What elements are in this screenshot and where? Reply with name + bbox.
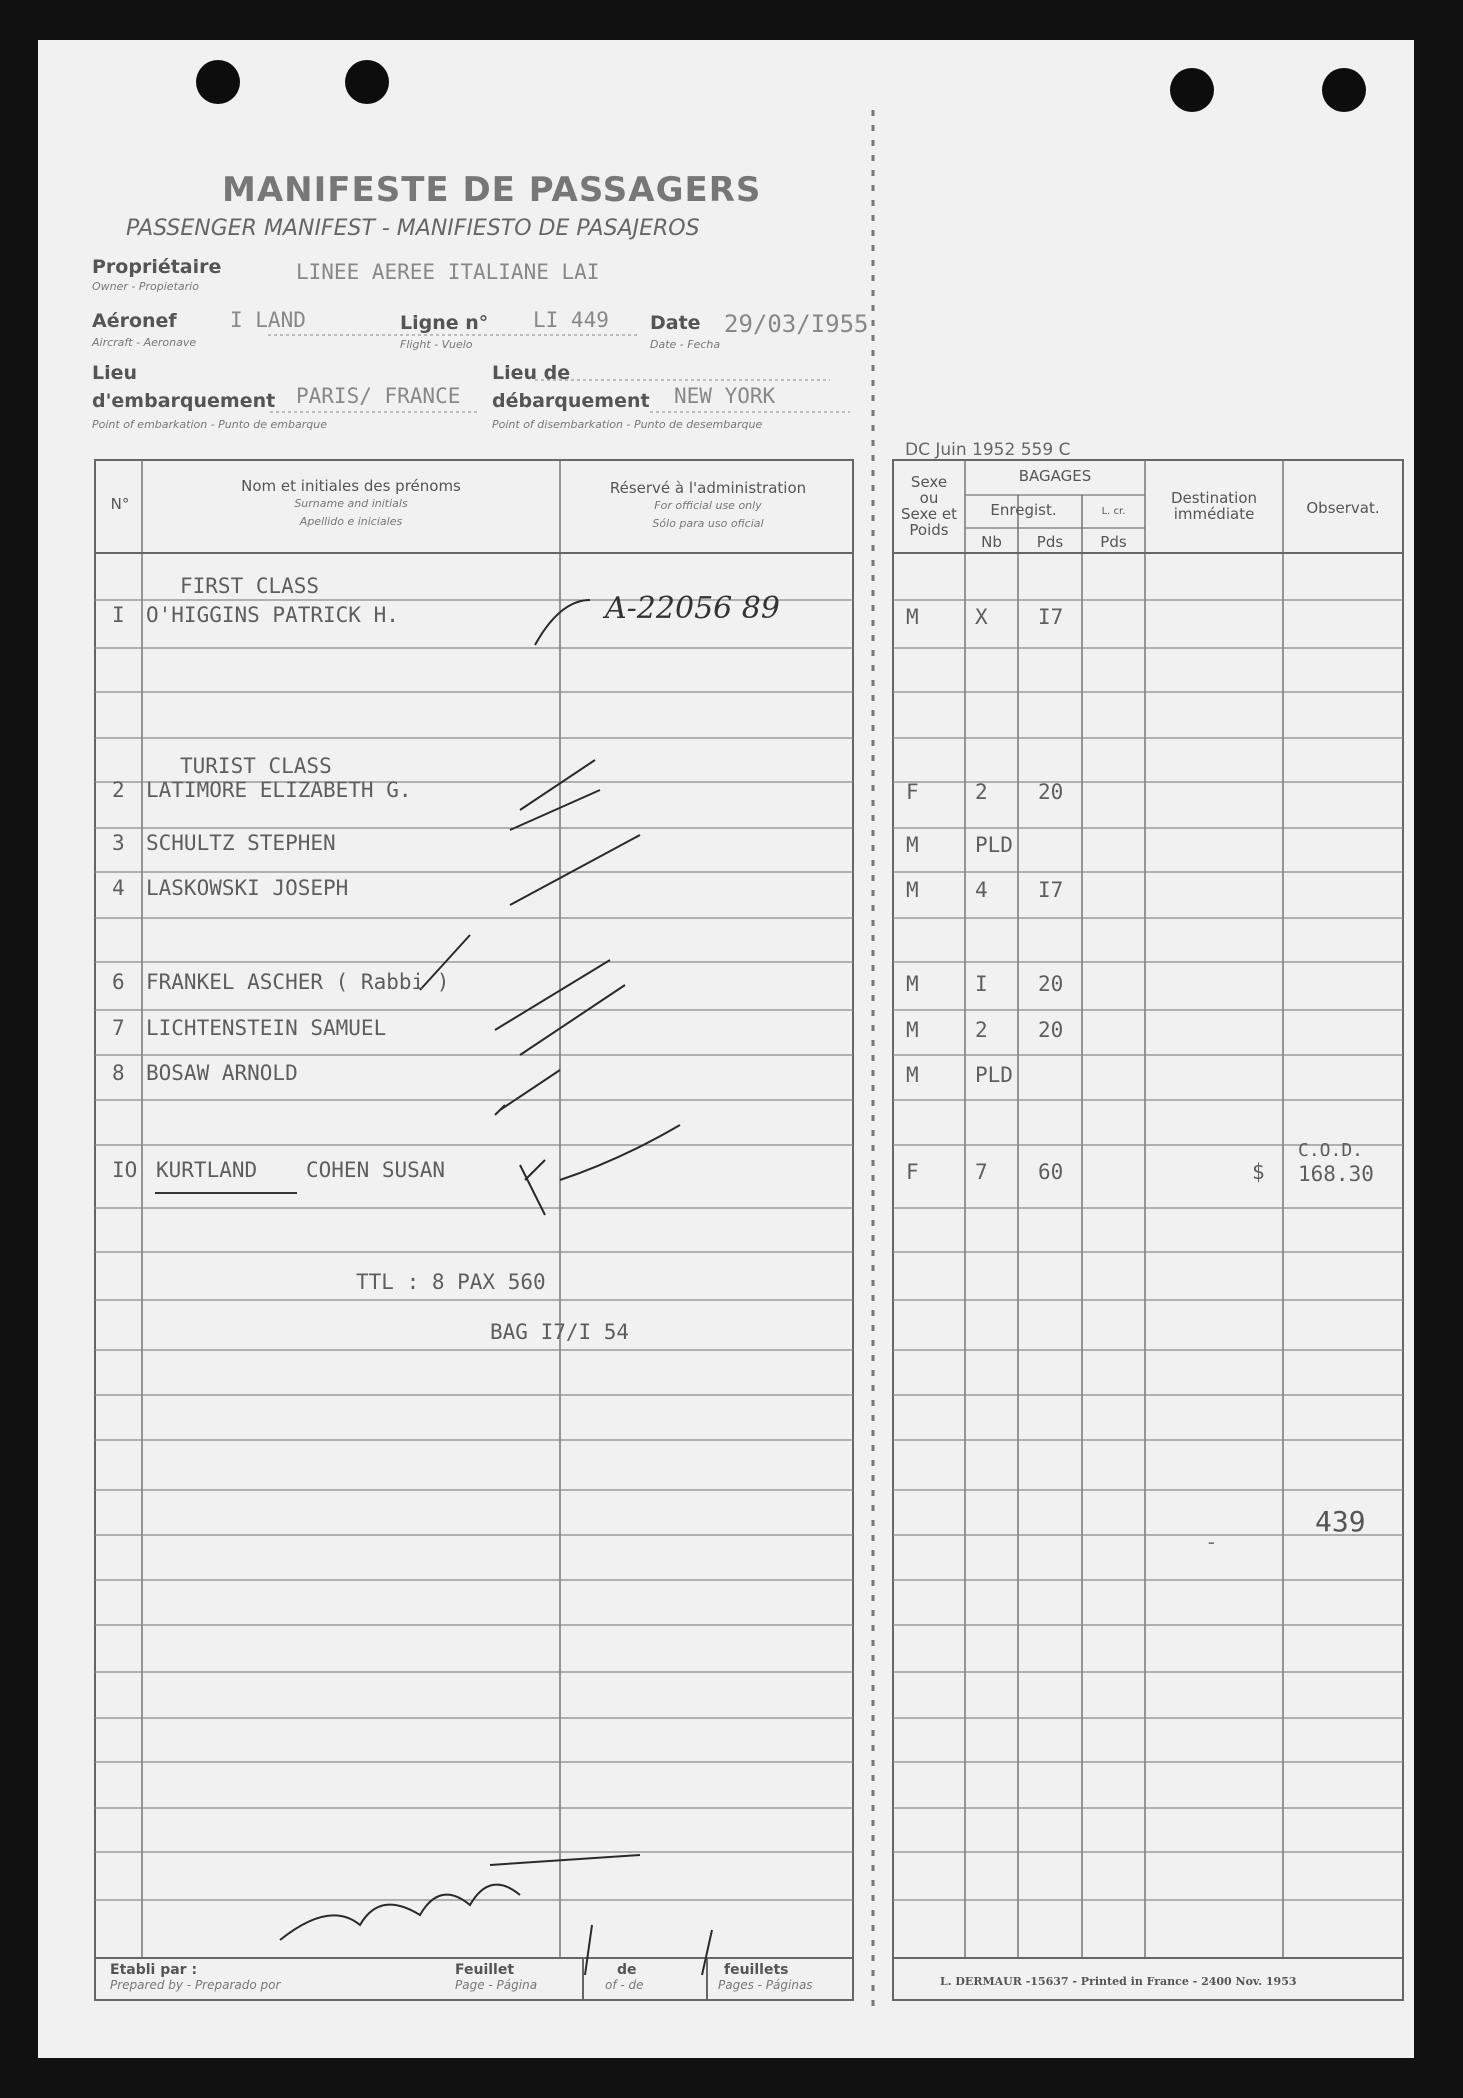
printer-note: L. DERMAUR -15637 - Printed in France - 2400 Nov. 1953 — [940, 1975, 1297, 1988]
prepared-sub: Prepared by - Preparado por — [110, 1978, 281, 1992]
passenger-sex: M — [906, 1018, 919, 1042]
col-admin-header — [562, 480, 854, 532]
passenger-sex: M — [906, 833, 919, 857]
passenger-name: BOSAW ARNOLD — [146, 1061, 298, 1085]
disembark-label-1: Lieu de — [492, 362, 571, 384]
passenger-sex: M — [906, 878, 919, 902]
aircraft-value: I LAND — [230, 308, 306, 332]
sheet-label: Feuillet — [455, 1962, 515, 1978]
col-name: Nom et initiales des prénoms — [241, 477, 461, 495]
disembark-value: NEW YORK — [674, 384, 776, 408]
col-admin-sub1: For official use only — [654, 499, 762, 512]
passenger-no: 4 — [112, 876, 125, 900]
passenger-bag-pds: I7 — [1038, 878, 1064, 902]
passenger-bag-nb: PLD — [975, 1063, 1013, 1087]
col-nb: Nb — [981, 533, 1002, 551]
of-label: de — [617, 1962, 637, 1978]
passenger-bag-pds: 20 — [1038, 780, 1064, 804]
date-value: 29/03/I955 — [724, 310, 869, 338]
passenger-no: 2 — [112, 778, 125, 802]
passenger-no: 7 — [112, 1016, 125, 1040]
totals-line-1: TTL : 8 PAX 560 — [356, 1270, 546, 1294]
passenger-no: 8 — [112, 1061, 125, 1085]
passenger-observation-1: C.O.D. — [1298, 1140, 1364, 1161]
col-destination-1: Destination — [1170, 489, 1258, 507]
col-pds: Pds — [1036, 533, 1064, 551]
col-pds-other: Pds — [1100, 533, 1127, 551]
col-name-sub1: Surname and initials — [294, 497, 408, 510]
col-sex-3: Sexe et — [900, 505, 957, 523]
col-no: N° — [110, 495, 130, 513]
stamp-dash: - — [1205, 1530, 1218, 1554]
passenger-admin: A-22056 89 — [605, 591, 780, 626]
page-title: MANIFESTE DE PASSAGERS — [222, 170, 762, 210]
form-code: DC Juin 1952 559 C — [905, 440, 1071, 460]
embark-label-2: d'embarquement — [92, 390, 276, 412]
col-admin: Réservé à l'administration — [609, 479, 807, 497]
passenger-destination: $ — [1252, 1160, 1265, 1184]
totals-line-2: BAG I7/I 54 — [490, 1320, 630, 1344]
passenger-bag-nb: X — [975, 605, 988, 629]
col-destination-2: immédiate — [1173, 505, 1255, 523]
page-subtitle: PASSENGER MANIFEST - MANIFIESTO DE PASAJEROS — [126, 216, 700, 241]
stamp-number: 439 — [1315, 1505, 1366, 1538]
passenger-sex: M — [906, 605, 919, 629]
of-sub: of - de — [605, 1978, 644, 1992]
col-observations: Observat. — [1306, 499, 1380, 517]
passenger-bag-nb: PLD — [975, 833, 1013, 857]
disembark-label-2: débarquement — [492, 390, 650, 412]
col-sex-4: Poids — [909, 521, 949, 539]
passenger-bag-nb: 2 — [975, 780, 988, 804]
disembark-sublabel: Point of disembarkation - Punto de desembarque — [492, 418, 763, 431]
flight-label: Ligne n° — [400, 312, 489, 334]
passenger-no: IO — [112, 1158, 138, 1182]
owner-value: LINEE AEREE ITALIANE LAI — [296, 260, 600, 284]
passenger-bag-pds: I7 — [1038, 605, 1064, 629]
passenger-no: 3 — [112, 831, 125, 855]
col-registered: Enregist. — [990, 501, 1057, 519]
passenger-name: SCHULTZ STEPHEN — [146, 831, 336, 855]
passenger-name: LICHTENSTEIN SAMUEL — [146, 1016, 387, 1040]
passenger-name: LATIMORE ELIZABETH G. — [146, 778, 412, 802]
passenger-name: COHEN SUSAN — [306, 1158, 446, 1182]
passenger-name: O'HIGGINS PATRICK H. — [146, 603, 399, 627]
passenger-sex: M — [906, 1063, 919, 1087]
passenger-bag-nb: 7 — [975, 1160, 988, 1184]
col-destination-header — [1145, 490, 1283, 522]
col-sex-header — [893, 474, 965, 538]
sheets-label: feuillets — [724, 1962, 789, 1978]
passenger-sex: F — [906, 780, 919, 804]
date-sublabel: Date - Fecha — [650, 338, 721, 351]
passenger-sex: M — [906, 972, 919, 996]
section-first-class: FIRST CLASS — [180, 574, 320, 598]
passenger-no: 6 — [112, 970, 125, 994]
col-admin-sub2: Sólo para uso oficial — [652, 517, 764, 530]
passenger-bag-nb: 2 — [975, 1018, 988, 1042]
passenger-observation-2: 168.30 — [1298, 1162, 1374, 1186]
passenger-bag-pds: 20 — [1038, 972, 1064, 996]
col-sex-2: ou — [919, 489, 939, 507]
passenger-bag-pds: 60 — [1038, 1160, 1064, 1184]
date-label: Date — [650, 312, 701, 334]
passenger-bag-nb: I — [975, 972, 988, 996]
sheet-sub: Page - Página — [455, 1978, 538, 1992]
flight-sublabel: Flight - Vuelo — [400, 338, 473, 351]
col-name-sub2: Apellido e iniciales — [299, 515, 403, 528]
embark-value: PARIS/ FRANCE — [296, 384, 461, 408]
passenger-no: I — [112, 603, 125, 627]
aircraft-sublabel: Aircraft - Aeronave — [92, 336, 197, 349]
passenger-bag-nb: 4 — [975, 878, 988, 902]
owner-label: Propriétaire — [92, 256, 222, 278]
passenger-name: FRANKEL ASCHER ( Rabbi ) — [146, 970, 450, 994]
passenger-name-struck: KURTLAND — [156, 1158, 258, 1182]
passenger-sex: F — [906, 1160, 919, 1184]
flight-value: LI 449 — [533, 308, 609, 332]
embark-sublabel: Point of embarkation - Punto de embarque — [92, 418, 327, 431]
owner-sublabel: Owner - Propietario — [92, 280, 199, 293]
section-tourist-class: TURIST CLASS — [180, 754, 332, 778]
embark-label-1: Lieu — [92, 362, 138, 384]
passenger-name: LASKOWSKI JOSEPH — [146, 876, 349, 900]
sheets-sub: Pages - Páginas — [718, 1978, 813, 1992]
col-baggage: BAGAGES — [1018, 467, 1092, 485]
col-other: L. cr. — [1101, 506, 1126, 517]
passenger-bag-pds: 20 — [1038, 1018, 1064, 1042]
aircraft-label: Aéronef — [92, 310, 177, 332]
col-sex-1: Sexe — [910, 473, 948, 491]
prepared-label: Etabli par : — [110, 1962, 198, 1978]
col-name-header — [145, 478, 557, 530]
